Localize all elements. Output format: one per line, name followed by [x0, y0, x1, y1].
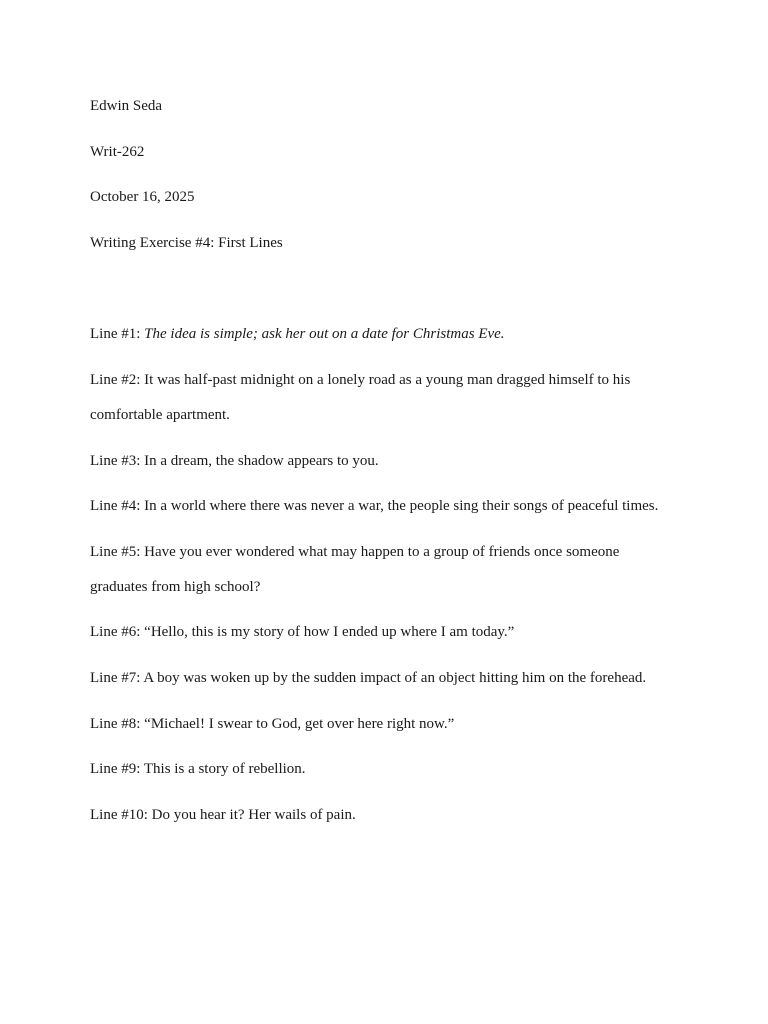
blank-line [90, 271, 680, 317]
first-line-9 [90, 752, 680, 787]
document-title: Writing Exercise #4: First Lines [90, 234, 283, 251]
line-text: Have you ever wondered what may happen to a group of friends once someone graduates from high school? [90, 543, 620, 595]
line-label: Line #6: [90, 624, 145, 641]
line-label: Line #3: [90, 452, 145, 469]
line-label: Line #7: [90, 669, 144, 686]
line-label: Line #8: [90, 715, 145, 732]
line-text: Do you hear it? Her wails of pain. [151, 806, 356, 823]
first-line-3 [90, 444, 680, 479]
line-text: In a world where there was never a war, the people sing their songs of peaceful times. [144, 498, 659, 515]
course-code: Writ-262 [90, 143, 145, 160]
first-line-4 [90, 489, 680, 524]
first-line-2 [90, 363, 680, 433]
line-text: “Michael! I swear to God, get over here right now.” [144, 715, 455, 732]
first-line-5 [90, 535, 680, 605]
line-text: A boy was woken up by the sudden impact of an object hitting him on the forehead. [143, 669, 647, 686]
line-text: This is a story of rebellion. [143, 761, 306, 778]
first-line-7 [90, 661, 680, 696]
line-text: The idea is simple; ask her out on a date for Christmas Eve. [144, 326, 505, 343]
line-label: Line #2: [90, 371, 145, 388]
first-line-10 [90, 798, 680, 833]
line-label: Line #5: [90, 543, 145, 560]
first-line-8 [90, 707, 680, 742]
document-body [90, 89, 680, 843]
author-name: Edwin Seda [90, 98, 163, 114]
line-text: “Hello, this is my story of how I ended up where I am today.” [144, 624, 515, 641]
first-line-1 [90, 317, 680, 352]
line-label: Line #10: [90, 806, 152, 823]
document-date: October 16, 2025 [90, 189, 195, 206]
line-text: It was half-past midnight on a lonely road as a young man dragged himself to his comfortable apartment. [90, 371, 631, 423]
first-line-6 [90, 615, 680, 650]
line-label: Line #4: [90, 498, 145, 515]
line-label: Line #1: [90, 326, 145, 343]
line-label: Line #9: [90, 761, 144, 778]
line-text: In a dream, the shadow appears to you. [144, 452, 379, 469]
